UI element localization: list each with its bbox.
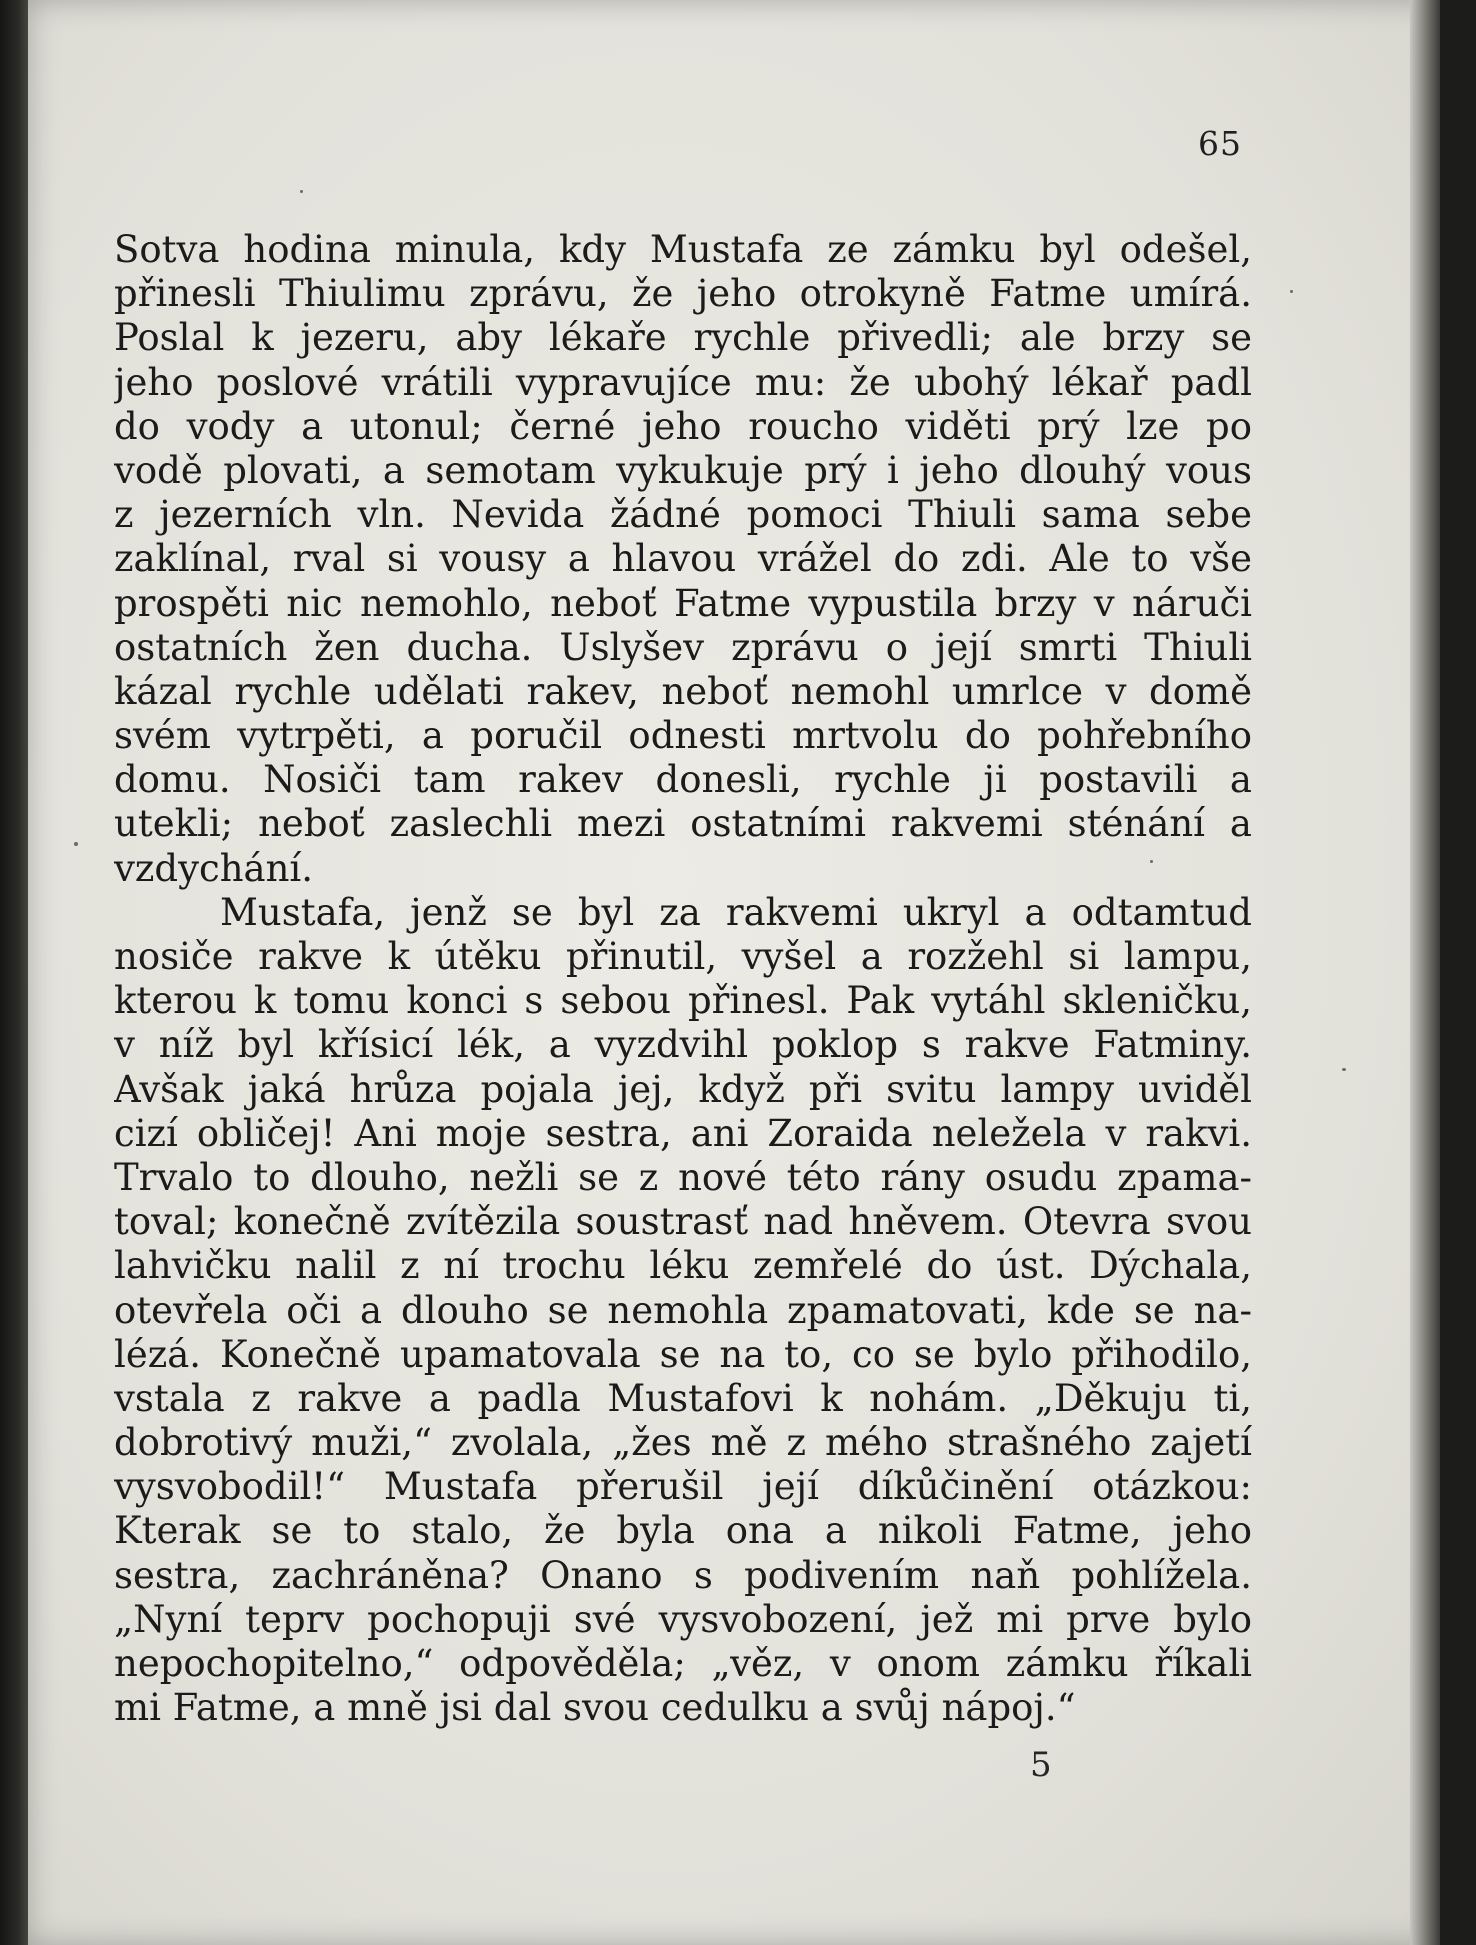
text-line: Poslal k jezeru, aby lékaře rychle přivedli; ale brzy se — [114, 316, 1252, 360]
text-line: Trvalo to dlouho, nežli se z nové této rány osudu zpama- — [114, 1155, 1252, 1199]
text-line: nosiče rakve k útěku přinutil, vyšel a rozžehl si lampu, — [114, 935, 1252, 978]
scan-speck — [1342, 1068, 1346, 1071]
text-line: domu. Nosiči tam rakev donesli, rychle ji postavili a — [114, 758, 1252, 802]
text-line: Avšak jaká hrůza pojala jej, když při svitu lampy uviděl — [114, 1067, 1252, 1111]
text-line: mi Fatme, a mně jsi dal svou cedulku a svůj nápoj.“ — [114, 1686, 1076, 1730]
text-line: v níž byl křísicí lék, a vyzdvihl poklop s rakve Fatminy. — [114, 1023, 1252, 1067]
text-line: Sotva hodina minula, kdy Mustafa ze zámku byl odešel, — [114, 228, 1252, 271]
text-line: kázal rychle udělati rakev, neboť nemohl umrlce v domě — [114, 669, 1252, 713]
text-line: cizí obličej! Ani moje sestra, ani Zoraida neležela v rakvi. — [114, 1111, 1252, 1155]
page-number: 65 — [1198, 124, 1242, 163]
text-line: vstala z rakve a padla Mustafovi k nohám. „Děkuju ti, — [114, 1376, 1252, 1420]
text-line: toval; konečně zvítězila soustrasť nad hněvem. Otevra svou — [114, 1200, 1252, 1244]
text-line: sestra, zachráněna? Onano s podivením naň pohlížela. — [114, 1553, 1252, 1597]
left-page-edge — [0, 0, 30, 1945]
text-line: vodě plovati, a semotam vykukuje prý i jeho dlouhý vous — [114, 448, 1252, 492]
text-line: jeho poslové vrátili vypravujíce mu: že ubohý lékař padl — [114, 360, 1252, 404]
text-line: přinesli Thiulimu zprávu, že jeho otrokyně Fatme umírá. — [114, 272, 1252, 316]
text-line: „Nyní teprv pochopuji své vysvobození, jež mi prve bylo — [114, 1597, 1252, 1641]
text-line: svém vytrpěti, a poručil odnesti mrtvolu do pohřebního — [114, 714, 1252, 758]
scan-speck — [1150, 860, 1153, 863]
text-line: kterou k tomu konci s sebou přinesl. Pak vytáhl skleničku, — [114, 979, 1252, 1023]
text-line: z jezerních vln. Nevida žádné pomoci Thiuli sama sebe — [114, 493, 1252, 537]
scan-speck — [300, 190, 303, 193]
text-line: otevřela oči a dlouho se nemohla zpamatovati, kde se na- — [114, 1288, 1252, 1332]
scan-speck — [74, 842, 78, 846]
text-line: zaklínal, rval si vousy a hlavou vrážel do zdi. Ale to vše — [114, 537, 1252, 581]
text-line: ostatních žen ducha. Uslyšev zprávu o její smrti Thiuli — [114, 625, 1252, 669]
book-spine-shadow — [1410, 0, 1440, 1945]
text-line: Mustafa, jenž se byl za rakvemi ukryl a odtamtud — [220, 890, 1252, 934]
text-line: dobrotivý muži,“ zvolala, „žes mě z mého strašného zajetí — [114, 1421, 1252, 1465]
text-line: do vody a utonul; černé jeho roucho viděti prý lze po — [114, 404, 1252, 448]
text-line: lahvičku nalil z ní trochu léku zemřelé do úst. Dýchala, — [114, 1244, 1252, 1288]
text-line: utekli; neboť zaslechli mezi ostatními rakvemi sténání a — [114, 802, 1252, 846]
text-line: vzdychání. — [114, 846, 314, 890]
text-line: lézá. Konečně upamatovala se na to, co se bylo přihodilo, — [114, 1332, 1252, 1376]
scan-speck — [1290, 290, 1293, 293]
text-line: prospěti nic nemohlo, neboť Fatme vypustila brzy v náruči — [114, 581, 1252, 625]
text-line: vysvobodil!“ Mustafa přerušil její díkůčinění otázkou: — [114, 1465, 1252, 1509]
text-line: Kterak se to stalo, že byla ona a nikoli Fatme, jeho — [114, 1509, 1252, 1553]
text-line: nepochopitelno,“ odpověděla; „věz, v onom zámku říkali — [114, 1642, 1252, 1685]
signature-mark: 5 — [1030, 1745, 1052, 1785]
body-text — [114, 228, 1252, 1730]
